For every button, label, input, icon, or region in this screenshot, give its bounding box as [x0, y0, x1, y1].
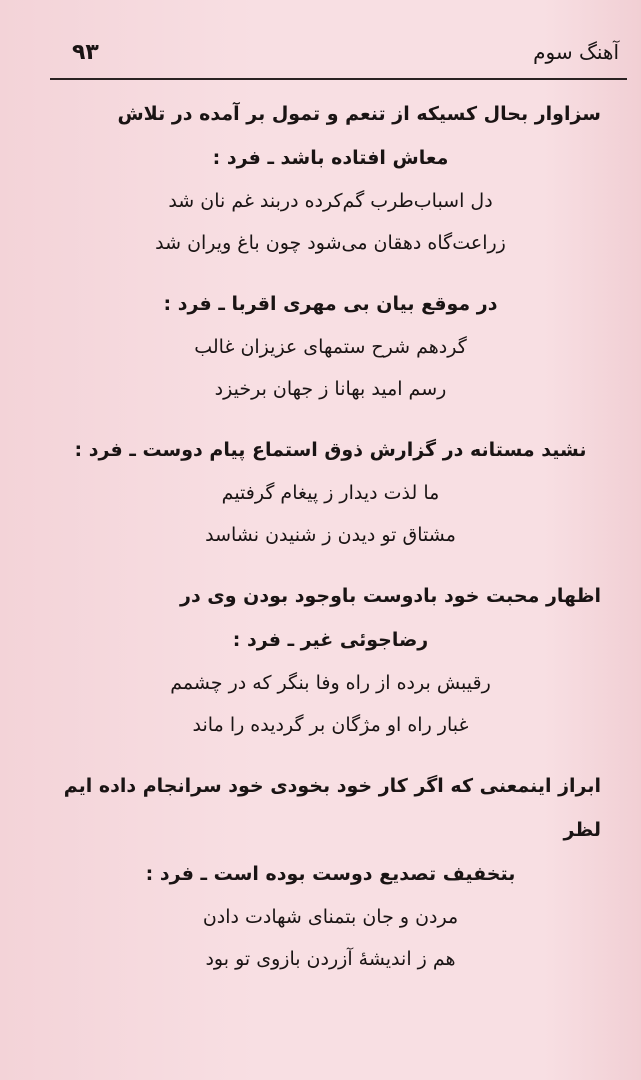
- verse-line: مشتاق تو دیدن ز شنیدن نشاسد: [205, 524, 456, 546]
- section-heading-continued: بتخفیف تصدیع دوست بوده است ـ فرد :: [145, 863, 516, 885]
- verse-line: هم ز اندیشهٔ آزردن بازوی تو بود: [205, 948, 456, 970]
- verse-line: مردن و جان بتمنای شهادت دادن: [202, 906, 459, 928]
- page-header: [50, 34, 623, 80]
- section-5: [60, 764, 601, 980]
- verse-line: غبار راه او مژگان بر گردیده را ماند: [192, 714, 469, 736]
- section-heading: سزاوار بحال کسیکه از تنعم و تمول بر آمده در تلاش: [117, 103, 601, 125]
- section-heading: نشید مستانه در گزارش ذوق استماع پیام دوست ـ فرد :: [74, 439, 587, 461]
- verse-line: رسم امید بهانا ز جهان برخیزد: [214, 378, 447, 400]
- verse-line: دل اسباب‌طرب گم‌کرده دربند غم نان شد: [168, 190, 493, 212]
- verse-line: رقیبش برده از راه وفا بنگر که در چشمم: [170, 672, 491, 694]
- section-heading-continued: معاش افتاده باشد ـ فرد :: [212, 147, 449, 169]
- page-body: [60, 92, 601, 998]
- verse-line: ما لذت دیدار ز پیغام گرفتیم: [221, 482, 440, 504]
- section-4: [60, 574, 601, 746]
- section-heading: اظهار محبت خود بادوست باوجود بودن وی در: [180, 585, 601, 607]
- section-1: [60, 92, 601, 264]
- chapter-title: آهنگ سوم: [533, 40, 619, 64]
- verse-line: زراعت‌گاه دهقان می‌شود چون باغ ویران شد: [155, 232, 506, 254]
- verse-line: گردهم شرح ستمهای عزیزان غالب: [194, 336, 467, 358]
- page-number: ۹۳: [72, 40, 99, 65]
- section-heading: در موقع بیان بی مهری اقربا ـ فرد :: [163, 293, 498, 315]
- header-rule: [50, 78, 627, 80]
- section-2: [60, 282, 601, 410]
- section-3: [60, 428, 601, 556]
- section-heading: ابراز اینمعنی که اگر کار خود بخودی خود سرانجام داده ایم لظر: [63, 775, 601, 841]
- section-heading-continued: رضاجوئی غیر ـ فرد :: [232, 629, 429, 651]
